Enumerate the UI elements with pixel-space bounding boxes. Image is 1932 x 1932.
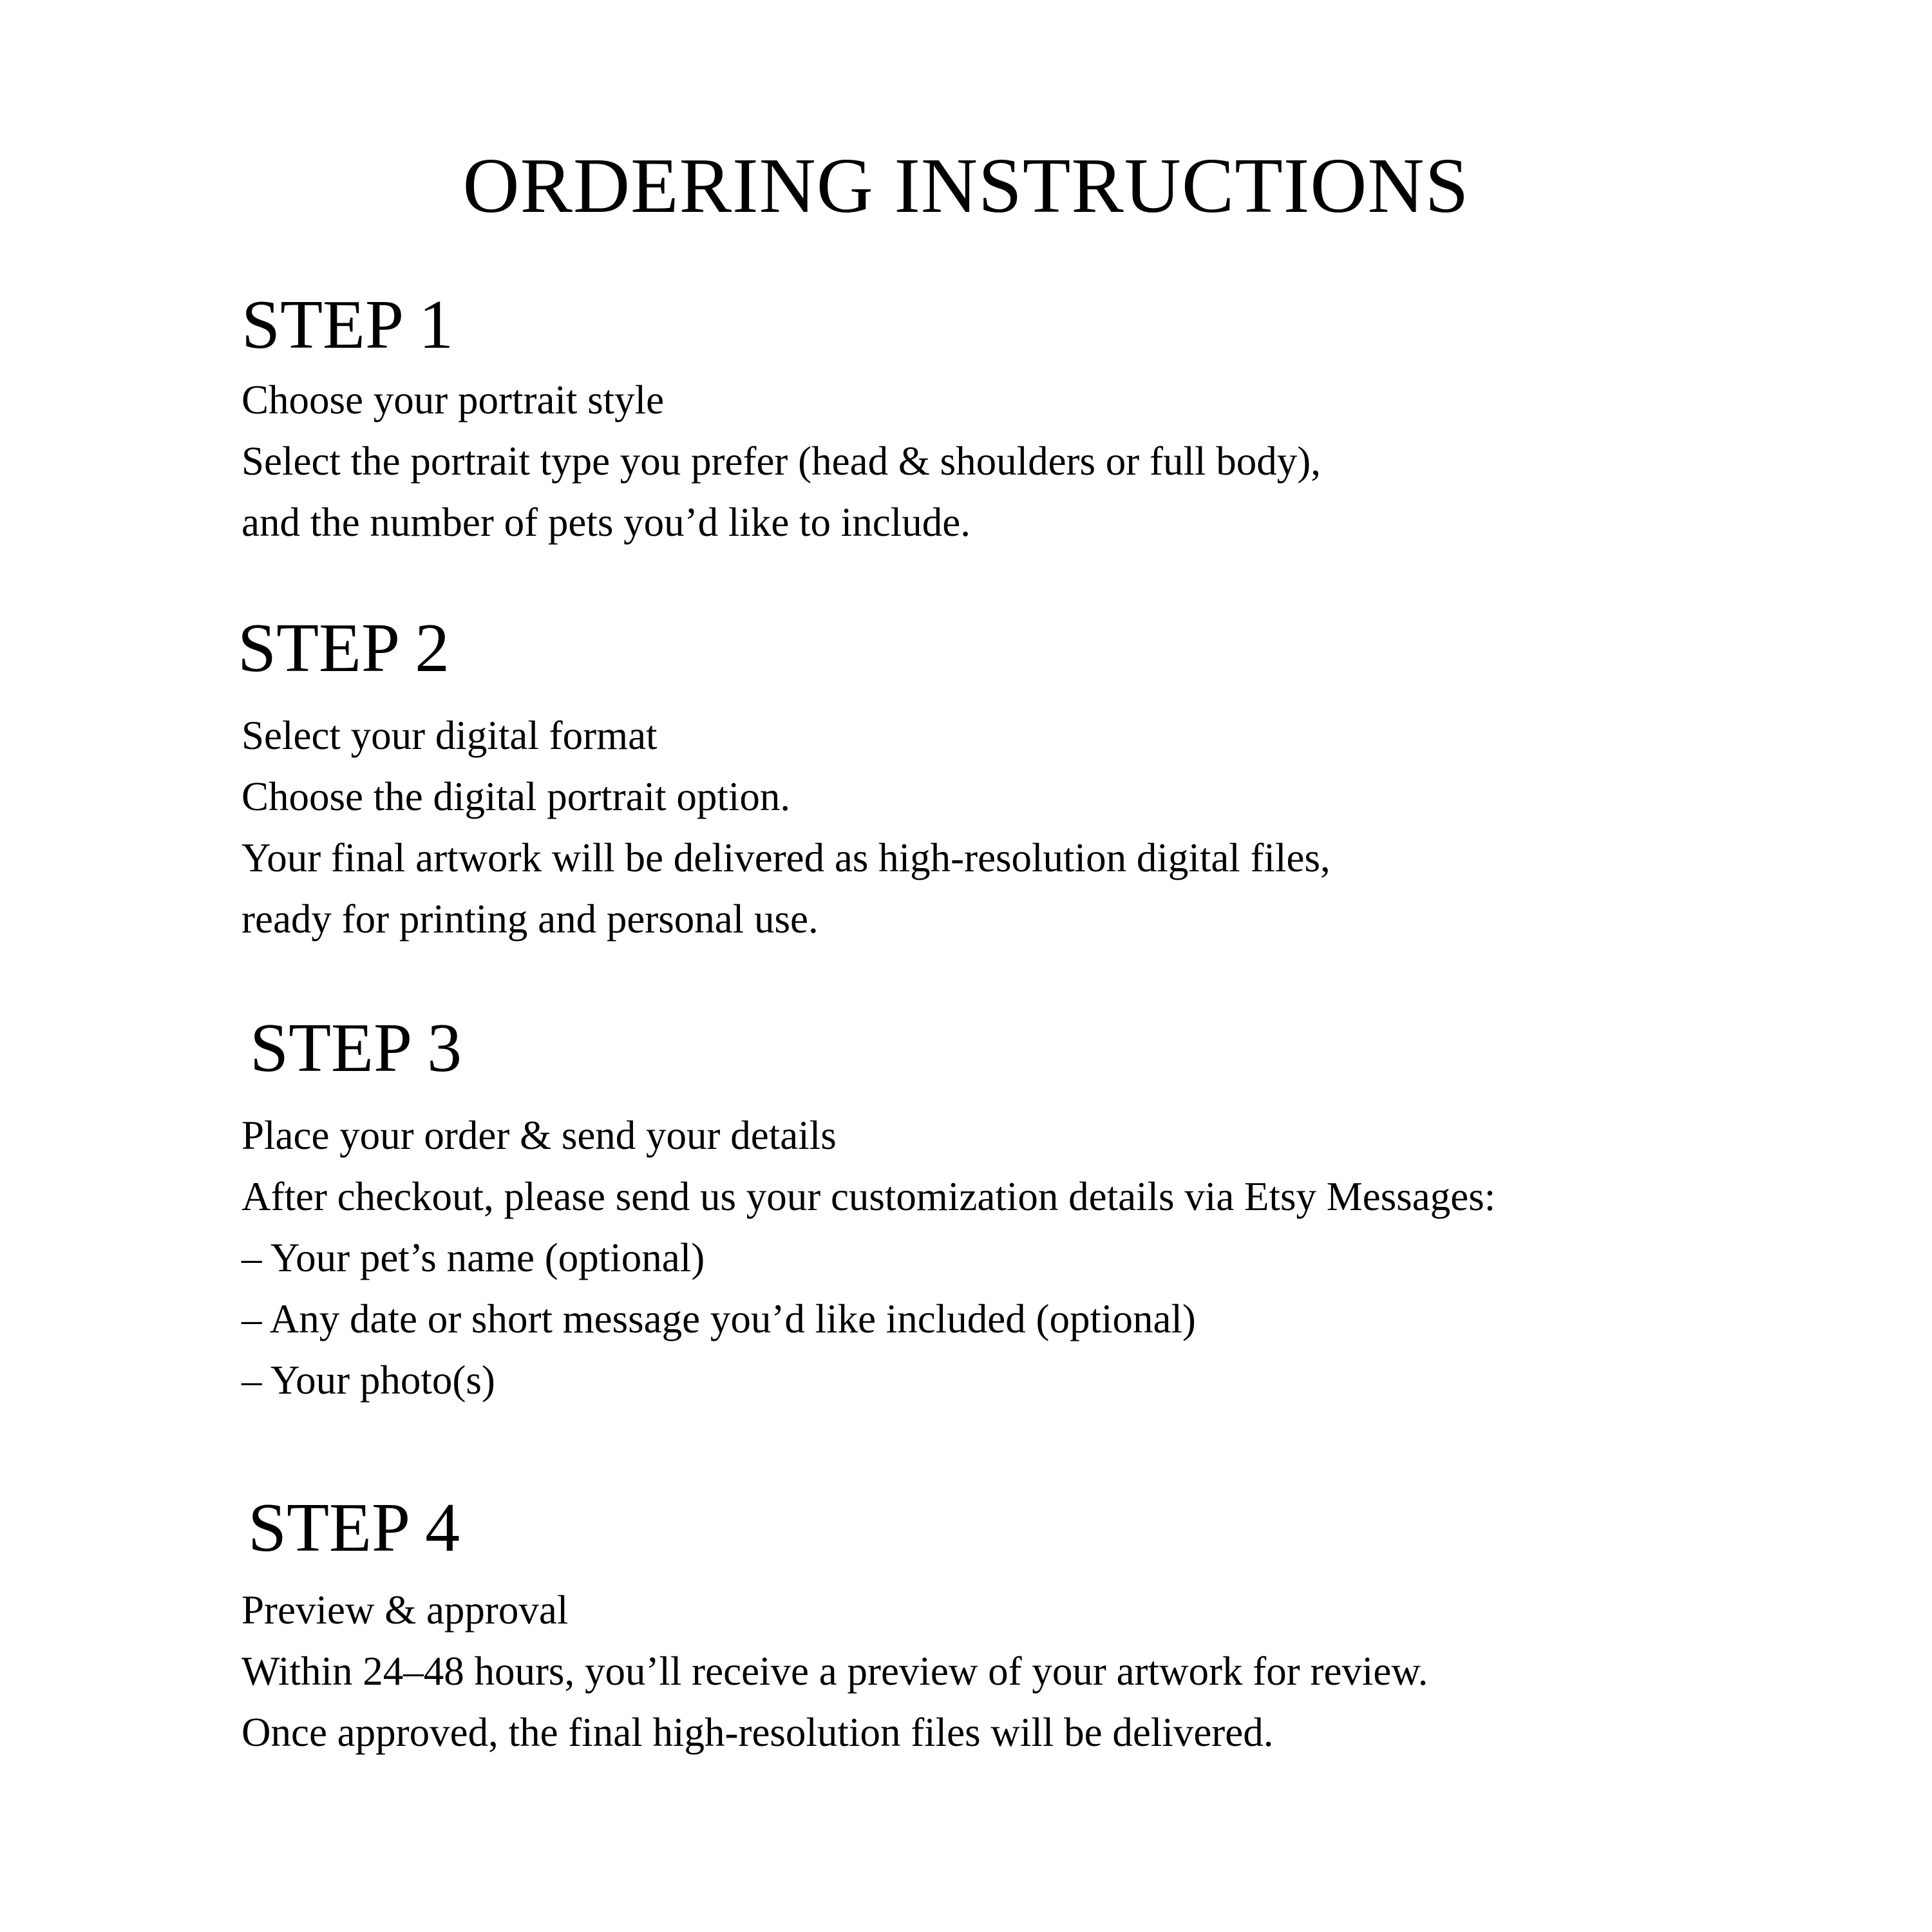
step-2-heading: STEP 2	[238, 610, 450, 687]
step-2-line-3: Your final artwork will be delivered as high-resolution digital files,	[242, 835, 1331, 880]
step-2-line-2: Choose the digital portrait option.	[242, 774, 791, 819]
step-4-line-3: Once approved, the final high-resolution files will be delivered.	[242, 1710, 1274, 1755]
step-2-line-1: Select your digital format	[242, 713, 658, 758]
step-1-line-3: and the number of pets you’d like to include.	[242, 500, 971, 545]
page-title: ORDERING INSTRUCTIONS	[462, 142, 1470, 229]
step-1-body	[242, 370, 1816, 553]
step-4-heading: STEP 4	[248, 1490, 460, 1566]
step-3-body	[242, 1105, 1816, 1411]
step-3-list-item-2: – Any date or short message you’d like included (optional)	[242, 1296, 1196, 1341]
step-1-line-1: Choose your portrait style	[242, 377, 665, 422]
step-2-section	[238, 610, 1816, 950]
step-1-heading: STEP 1	[242, 287, 454, 363]
step-4-line-2: Within 24–48 hours, you’ll receive a preview of your artwork for review.	[242, 1649, 1428, 1694]
step-3-line-2: After checkout, please send us your customization details via Etsy Messages:	[242, 1174, 1496, 1219]
step-4-line-1: Preview & approval	[242, 1587, 569, 1633]
step-2-body	[242, 705, 1816, 950]
step-4-body	[242, 1580, 1816, 1763]
step-1-line-2: Select the portrait type you prefer (head & shoulders or full body),	[242, 439, 1321, 484]
step-2-line-4: ready for printing and personal use.	[242, 896, 819, 942]
step-4-section	[242, 1490, 1816, 1763]
step-3-list-item-1: – Your pet’s name (optional)	[242, 1235, 705, 1280]
document-content	[0, 287, 1932, 1763]
step-3-heading: STEP 3	[250, 1010, 462, 1086]
step-3-section	[242, 1010, 1816, 1411]
step-3-list-item-3: – Your photo(s)	[242, 1358, 495, 1403]
step-1-section	[242, 287, 1816, 553]
step-3-line-1: Place your order & send your details	[242, 1113, 837, 1158]
